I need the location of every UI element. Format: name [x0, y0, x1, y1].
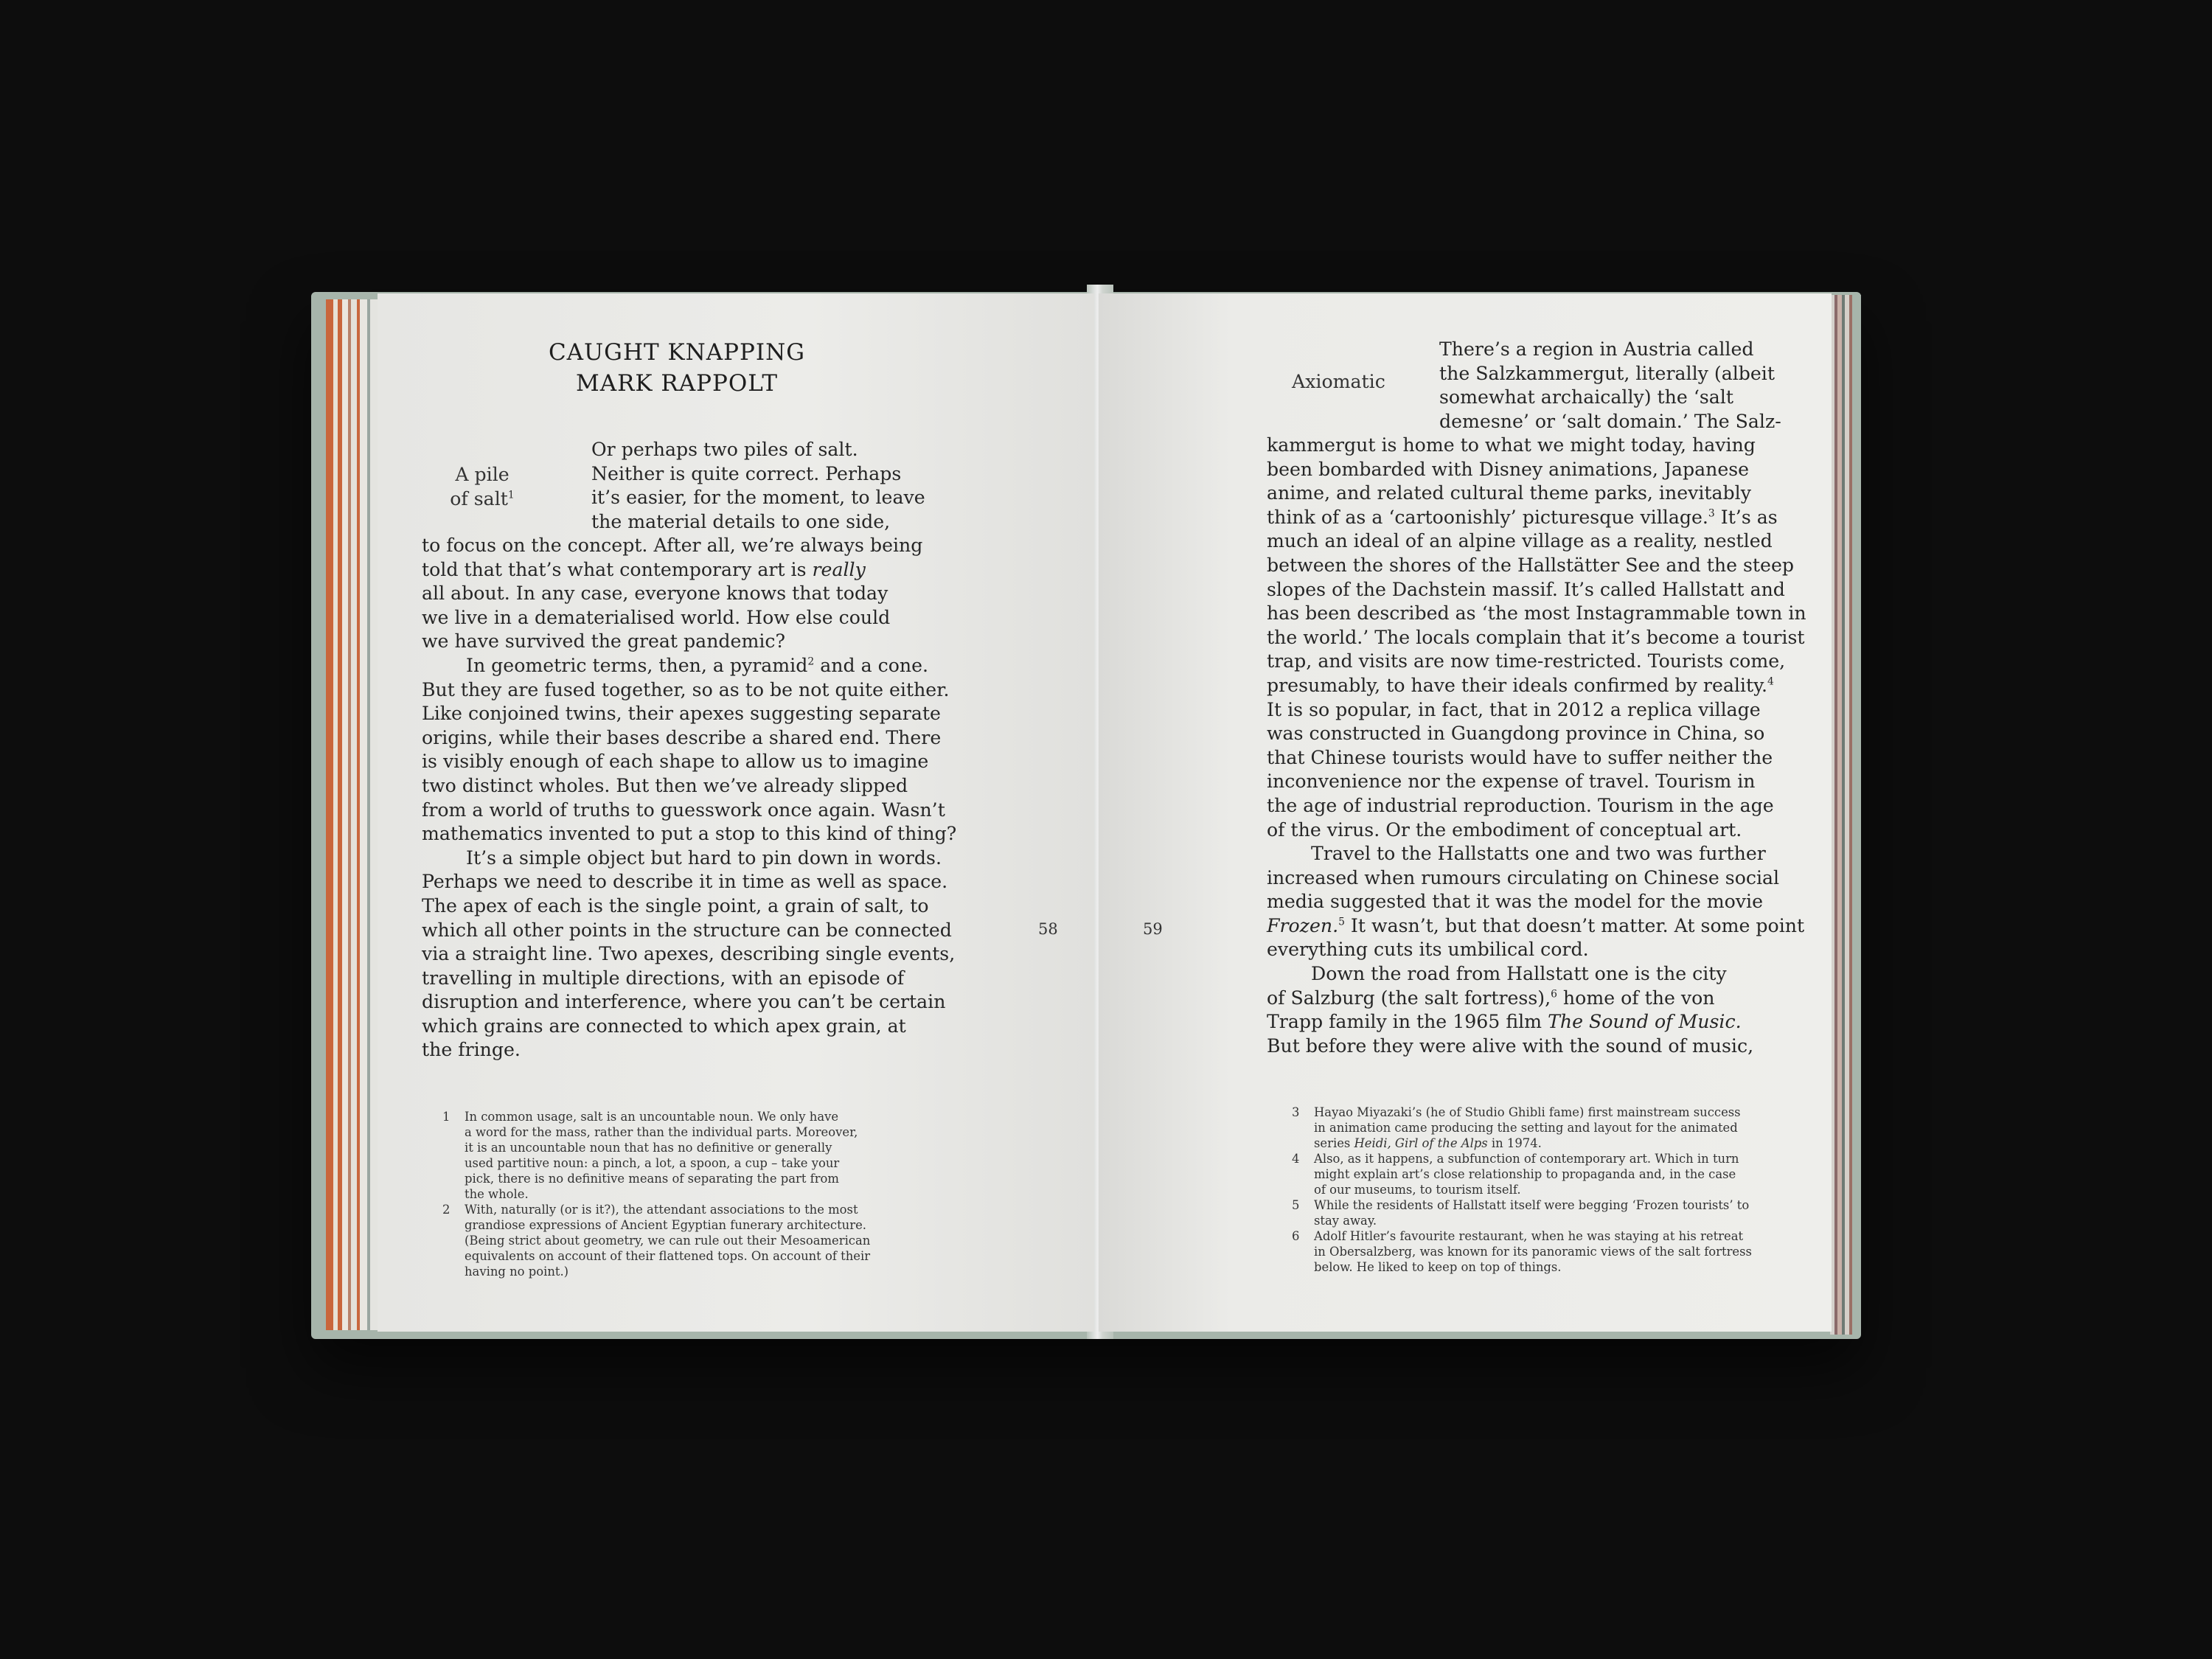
- text-span: presumably, to have their ideals confirmed by reality.: [1267, 674, 1768, 696]
- text-line: [1267, 914, 1806, 939]
- footnote-line: Also, as it happens, a subfunction of contemporary art. Which in turn: [1314, 1152, 1739, 1166]
- text-line: we have survived the great pandemic?: [422, 630, 786, 653]
- text-line: But before they were alive with the sound of music,: [1267, 1034, 1754, 1057]
- footnote-text: series: [1314, 1136, 1354, 1150]
- text-line: is visibly enough of each shape to allow us to imagine: [422, 751, 929, 773]
- text-line: Down the road from Hallstatt one is the city: [1311, 963, 1727, 985]
- footnote-ref: 2: [807, 655, 815, 668]
- footnote-ref: 5: [1338, 916, 1345, 928]
- text-span: home of the von: [1557, 987, 1715, 1009]
- text-line: the material details to one side,: [591, 510, 891, 532]
- italic-title: Frozen.: [1267, 914, 1339, 936]
- text-span: Trapp family in the 1965 film: [1267, 1011, 1548, 1033]
- text-line: Or perhaps two piles of salt.: [591, 439, 858, 460]
- footnote-line: in Obersalzberg, was known for its panoramic views of the salt fortress: [1314, 1245, 1752, 1259]
- footnote-ref: 4: [1767, 675, 1774, 688]
- text-line: kammergut is home to what we might today, having: [1267, 434, 1756, 456]
- margin-note-line: A pile: [455, 464, 509, 485]
- footnotes: [1292, 1105, 1752, 1275]
- text-line: It’s a simple object but hard to pin down in words.: [466, 846, 942, 869]
- text-line: disruption and interference, where you can’t be certain: [422, 991, 946, 1013]
- text-line: slopes of the Dachstein massif. It’s called Hallstatt and: [1267, 578, 1785, 600]
- margin-note-text: of salt: [450, 487, 508, 509]
- text-line: from a world of truths to guesswork once again. Wasn’t: [422, 799, 945, 821]
- footnote-line: Adolf Hitler’s favourite restaurant, when he was staying at his retreat: [1314, 1229, 1744, 1243]
- text-span: In geometric terms, then, a pyramid: [466, 654, 808, 676]
- text-line: to focus on the concept. After all, we’re always being: [422, 535, 923, 556]
- text-line: via a straight line. Two apexes, describing single events,: [422, 943, 956, 965]
- text-line: media suggested that it was the model for the movie: [1267, 891, 1763, 913]
- text-line: demesne’ or ‘salt domain.’ The Salz-: [1439, 410, 1781, 432]
- footnote: [1292, 1228, 1752, 1275]
- text-span: and a cone.: [814, 654, 929, 676]
- text-line: two distinct wholes. But then we’ve already slipped: [422, 774, 908, 796]
- text-line: somewhat archaically) the ‘salt: [1439, 386, 1733, 408]
- text-line: [1267, 674, 1806, 698]
- text-span: think of as a ‘cartoonishly’ picturesque village.: [1267, 506, 1708, 528]
- text-line: between the shores of the Hallstätter See and the steep: [1267, 554, 1794, 576]
- opening-lines: [1439, 338, 1781, 434]
- footnote-line: stay away.: [1314, 1214, 1377, 1228]
- footnote-line: below. He liked to keep on top of things.: [1314, 1260, 1562, 1274]
- footnote-ref: 1: [507, 489, 515, 501]
- opening-lines: [591, 438, 925, 534]
- text-line: which all other points in the structure can be connected: [422, 919, 952, 941]
- text-line: the age of industrial reproduction. Tourism in the age: [1267, 794, 1774, 816]
- text-span: told that that’s what contemporary art is: [422, 558, 813, 580]
- text-line: The apex of each is the single point, a grain of salt, to: [422, 894, 929, 917]
- footnote-line: equivalents on account of their flattened tops. On account of their: [465, 1249, 871, 1263]
- text-line: inconvenience nor the expense of travel. Tourism in: [1267, 771, 1756, 793]
- footnote-number: 4: [1292, 1152, 1300, 1166]
- footnote-number: 2: [442, 1203, 451, 1217]
- text-line: trap, and visits are now time-restricted. Tourists come,: [1267, 650, 1786, 672]
- page-number: 59: [1143, 920, 1163, 938]
- body-text: [422, 534, 956, 1062]
- footnotes: [442, 1109, 871, 1279]
- footnote: [442, 1202, 871, 1279]
- text-line: There’s a region in Austria called: [1439, 338, 1754, 360]
- text-line: the Salzkammergut, literally (albeit: [1439, 362, 1775, 384]
- text-line: been bombarded with Disney animations, Japanese: [1267, 458, 1750, 480]
- right-page: [1099, 293, 1832, 1332]
- text-line: It is so popular, in fact, that in 2012 a replica village: [1267, 698, 1761, 720]
- text-line: Like conjoined twins, their apexes suggesting separate: [422, 703, 941, 725]
- margin-note-line: [445, 487, 519, 512]
- footnote-number: 1: [442, 1110, 451, 1124]
- italic-word: really: [812, 558, 866, 580]
- text-line: travelling in multiple directions, with an episode of: [422, 967, 905, 989]
- footnote-number: 6: [1292, 1229, 1300, 1243]
- page-edges-right: [1830, 295, 1861, 1335]
- footnote-line: With, naturally (or is it?), the attendant associations to the most: [465, 1203, 858, 1217]
- text-line: that Chinese tourists would have to suffer neither the: [1267, 746, 1773, 768]
- footnote-line: in animation came producing the setting and layout for the animated: [1314, 1121, 1738, 1135]
- text-line: mathematics invented to put a stop to this kind of thing?: [422, 823, 957, 845]
- article-author: MARK RAPPOLT: [575, 370, 779, 397]
- text-line: we live in a dematerialised world. How else could: [422, 606, 891, 628]
- italic-title: Heidi, Girl of the Alps: [1354, 1136, 1488, 1150]
- text-line: increased when rumours circulating on Chinese social: [1267, 866, 1780, 888]
- footnote: [1292, 1151, 1752, 1197]
- text-line: [1267, 1010, 1806, 1034]
- text-line: [422, 558, 956, 582]
- footnote: [442, 1109, 870, 1202]
- text-line: Neither is quite correct. Perhaps: [591, 462, 902, 484]
- text-line: which grains are connected to which apex grain, at: [422, 1015, 906, 1037]
- footnote-number: 3: [1292, 1105, 1300, 1119]
- text-line: [1267, 987, 1806, 1011]
- footnote-line: In common usage, salt is an uncountable noun. We only have: [465, 1110, 839, 1124]
- text-line: the world.’ The locals complain that it’s become a tourist: [1267, 626, 1805, 648]
- margin-note: Axiomatic: [1292, 371, 1385, 392]
- footnote-line: it is an uncountable noun that has no definitive or generally: [465, 1141, 832, 1155]
- footnote-line: [1314, 1135, 1752, 1151]
- text-line: everything cuts its umbilical cord.: [1267, 939, 1589, 961]
- margin-note: [445, 463, 519, 511]
- text-span: It’s as: [1714, 506, 1778, 528]
- footnote-line: grandiose expressions of Ancient Egyptian funerary architecture.: [465, 1218, 866, 1232]
- text-line: But they are fused together, so as to be not quite either.: [422, 678, 950, 700]
- footnote-ref: 6: [1551, 988, 1557, 1001]
- footnote: [1292, 1197, 1752, 1228]
- text-line: anime, and related cultural theme parks, inevitably: [1267, 482, 1751, 504]
- footnote-line: (Being strict about geometry, we can rule out their Mesoamerican: [465, 1234, 871, 1248]
- footnote-line: the whole.: [465, 1187, 529, 1201]
- page-edges-left: [320, 299, 383, 1330]
- footnote-line: pick, there is no definitive means of separating the part from: [465, 1172, 839, 1186]
- text-line: Travel to the Hallstatts one and two was further: [1311, 843, 1766, 865]
- text-line: has been described as ‘the most Instagrammable town in: [1267, 602, 1806, 625]
- italic-title: The Sound of Music.: [1548, 1011, 1742, 1033]
- footnote-ref: 3: [1708, 507, 1715, 520]
- text-line: it’s easier, for the moment, to leave: [591, 487, 925, 509]
- text-line: [422, 654, 956, 678]
- text-line: origins, while their bases describe a shared end. There: [422, 726, 942, 748]
- footnote-line: While the residents of Hallstatt itself were begging ‘Frozen tourists’ to: [1314, 1198, 1750, 1212]
- text-line: the fringe.: [422, 1039, 521, 1061]
- text-span: It wasn’t, but that doesn’t matter. At some point: [1344, 914, 1805, 936]
- text-line: of the virus. Or the embodiment of conceptual art.: [1267, 818, 1742, 841]
- footnote-line: used partitive noun: a pinch, a lot, a spoon, a cup – take your: [465, 1156, 840, 1170]
- text-line: Perhaps we need to describe it in time as well as space.: [422, 871, 948, 893]
- footnote-line: Hayao Miyazaki’s (he of Studio Ghibli fame) first mainstream success: [1314, 1105, 1741, 1119]
- footnote-line: having no point.): [465, 1265, 569, 1279]
- text-span: of Salzburg (the salt fortress),: [1267, 987, 1551, 1009]
- body-text: [1267, 434, 1806, 1058]
- footnote-line: might explain art’s close relationship to propaganda and, in the case: [1314, 1167, 1736, 1181]
- left-page: [378, 293, 1094, 1332]
- text-line: all about. In any case, everyone knows that today: [422, 582, 888, 605]
- article-title: CAUGHT KNAPPING: [548, 339, 806, 366]
- footnote-line: of our museums, to tourism itself.: [1314, 1183, 1521, 1197]
- page-number: 58: [1038, 920, 1058, 938]
- text-line: was constructed in Guangdong province in China, so: [1267, 723, 1765, 745]
- footnote: [1292, 1105, 1752, 1151]
- text-line: much an ideal of an alpine village as a reality, nestled: [1267, 530, 1773, 552]
- footnote-text: in 1974.: [1487, 1136, 1542, 1150]
- footnote-line: a word for the mass, rather than the individual parts. Moreover,: [465, 1125, 858, 1139]
- text-line: [1267, 506, 1806, 530]
- footnote-number: 5: [1292, 1198, 1300, 1212]
